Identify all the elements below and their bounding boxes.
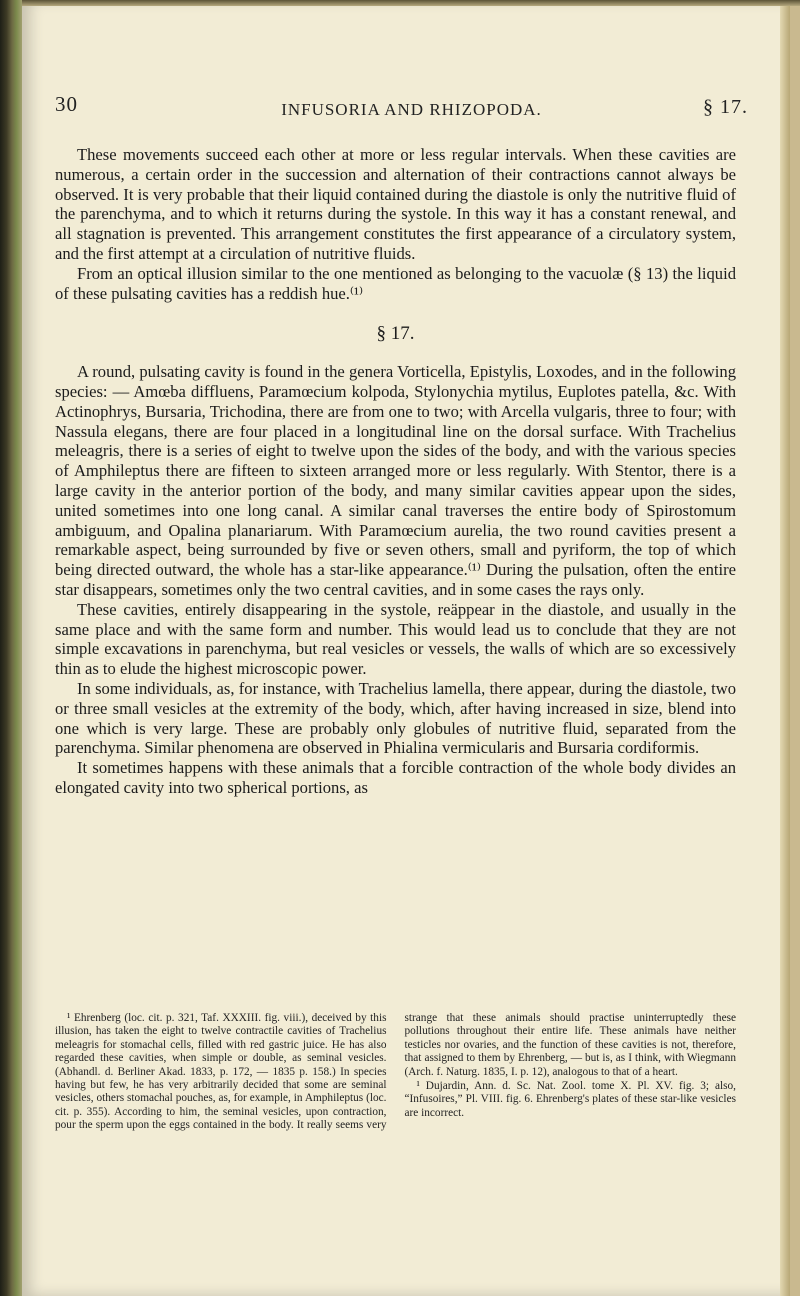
paragraph: These cavities, entirely disappearing in the systole, reäppear in the diastole, and usually in the same place and with the same form and number. This would lead us to conclude that they are not simple excavations in parenchyma, but real vesicles or vessels, the walls of which are so excessively thin as to elude the highest microscopic power. (55, 599, 736, 679)
paragraph: A round, pulsating cavity is found in the genera Vorticella, Epistylis, Loxodes, and in the following species: — Amœba diffluens, Paramœcium kolpoda, Stylonychia mytilus, Euplotes patella, &c. With Actinophrys, Bursaria, Trichodina, there are from one to two; with Arcella vulgaris, three to four; with Nassula elegans, there are four placed in a longitudinal line on the dorsal surface. With Trachelius meleagris, there is a series of eight to twelve upon the sides of the body, and with the various species of Amphileptus there are fifteen to sixteen arranged more or less regularly. With Stentor, there is a large cavity in the anterior portion of the body, and many similar cavities appear upon the sides, united sometimes into one long canal. A similar canal traverses the entire body of Spirostomum ambiguum, and Opalina planariarum. With Paramœcium aurelia, the two round cavities present a remarkable aspect, being surrounded by five or seven others, small and pyriform, the top of which being directed outward, the whole has a star-like appearance.⁽¹⁾ During the pulsation, often the entire star disappears, sometimes only the two central cavities, and in some cases the rays only. (55, 362, 736, 599)
section-mark: § 17. (703, 96, 748, 118)
book-binding (0, 0, 22, 1296)
footnote: ¹ Ehrenberg (loc. cit. p. 321, Taf. XXXIII. fig. viii.), deceived by this illusion, has taken the eight to twelve contractile cavities of Trachelius meleagris for stomachal cells, filled with red gastric juice. He has also regarded these cavities, when simple or double, as seminal vesicles. (Abhandl. d. Berliner Akad. 1833, p. 172, — 1835 p. 158.) In species having but few, he has very arbitrarily decided that some are seminal vesicles, others stomachal pouches, as, for example, in Amphileptus (loc. cit. p. 355). According to him, the seminal vesicles, upon contraction, pour the sperm upon the eggs contained in the body. It really seems very strange that these animals should practise uninterruptedly these pollutions throughout their entire life. These animals have neither testicles nor ovaries, and the function of these cavities is not, therefore, that assigned to them by Ehrenberg, — but is, as I think, with Wiegmann (Arch. f. Naturg. 1835, I. p. 12), analogous to that of a heart. (55, 1012, 736, 1132)
footnotes (55, 1012, 736, 1133)
running-header (55, 92, 748, 130)
page-number: 30 (55, 92, 78, 116)
section-heading: § 17. (376, 323, 415, 345)
main-text (55, 145, 736, 798)
footnote: ¹ Dujardin, Ann. d. Sc. Nat. Zool. tome X. Pl. XV. fig. 3; also, “Infusoires,” Pl. VIII. fig. 6. Ehrenberg's plates of these star-like vesicles are incorrect. (404, 1080, 736, 1119)
page-edge (780, 0, 790, 1296)
top-edge (22, 0, 800, 6)
paragraph: It sometimes happens with these animals that a forcible contraction of the whole body divides an elongated cavity into two spherical portions, as (55, 758, 736, 797)
paragraph: In some individuals, as, for instance, with Trachelius lamella, there appear, during the diastole, two or three small vesicles at the extremity of the body, which, after having increased in size, blend into one which is very large. These are probably only globules of nutritive fluid, separated from the parenchyma. Similar phenomena are observed in Phialina vermicularis and Bursaria cordiformis. (55, 678, 736, 758)
paragraph: From an optical illusion similar to the one mentioned as belonging to the vacuolæ (§ 13) the liquid of these pulsating cavities has a reddish hue.⁽¹⁾ (55, 263, 736, 303)
running-title: INFUSORIA AND RHIZOPODA. (281, 100, 542, 119)
paragraph: These movements succeed each other at more or less regular intervals. When these cavities are numerous, a certain order in the succession and alternation of their contractions cannot always be observed. It is very probable that their liquid contained during the diastole is only the nutritive fluid of the parenchyma, and to which it returns during the systole. In this way it has a constant renewal, and all stagnation is prevented. This arrangement constitutes the first appearance of a circulatory system, and the first attempt at a circulation of nutritive fluids. (55, 145, 736, 263)
